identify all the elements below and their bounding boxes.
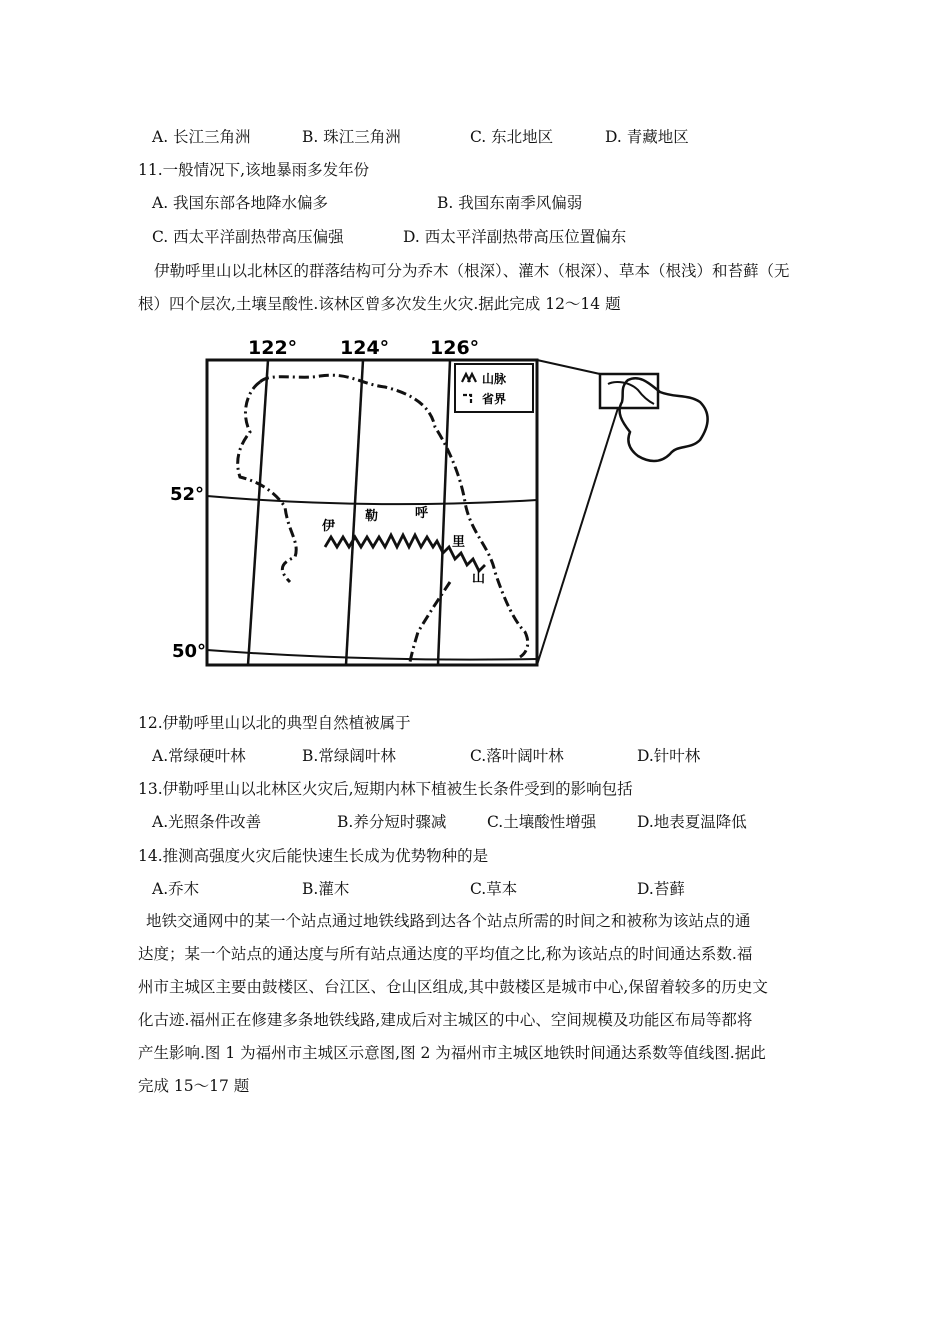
q12-option-d: D.针叶林 bbox=[637, 747, 701, 765]
q11-stem: 11.一般情况下,该地暴雨多发年份 bbox=[138, 161, 370, 179]
mountain-char-1: 伊 bbox=[322, 519, 336, 534]
province-boundary bbox=[238, 375, 528, 662]
mountain-char-2: 勒 bbox=[365, 509, 379, 524]
intro2-line-3: 州市主城区主要由鼓楼区、台江区、仓山区组成,其中鼓楼区是城市中心,保留着较多的历史文 bbox=[138, 978, 768, 996]
intro2-line-5: 产生影响.图 1 为福州市主城区示意图,图 2 为福州市主城区地铁时间通达系数等值线图.据此 bbox=[138, 1044, 766, 1062]
q14-stem: 14.推测高强度火灾后能快速生长成为优势物种的是 bbox=[138, 847, 489, 865]
lon-label-124: 124° bbox=[340, 337, 390, 359]
intro1-line-2: 根）四个层次,土壤呈酸性.该林区曾多次发生火灾.据此完成 12～14 题 bbox=[138, 295, 621, 313]
intro-paragraph-2 bbox=[138, 905, 818, 1103]
q13-option-c: C.土壤酸性增强 bbox=[487, 813, 597, 831]
lat-label-50: 50° bbox=[172, 641, 207, 662]
q14-option-b: B.灌木 bbox=[302, 880, 350, 898]
legend-mountain-label: 山脉 bbox=[482, 372, 507, 386]
q11-option-b: B. 我国东南季风偏弱 bbox=[437, 194, 583, 212]
q12-option-a: A.常绿硬叶林 bbox=[152, 747, 246, 765]
connector-bottom bbox=[537, 408, 618, 665]
intro-paragraph-1 bbox=[138, 255, 818, 321]
q14-option-d: D.苔藓 bbox=[637, 880, 685, 898]
intro1-line-1: 伊勒呼里山以北林区的群落结构可分为乔木（根深）、灌木（根深）、草本（根浅）和苔藓（无 bbox=[154, 262, 790, 280]
q12-option-c: C.落叶阔叶林 bbox=[470, 747, 564, 765]
lon-label-122: 122° bbox=[248, 337, 298, 359]
mountain-char-4: 里 bbox=[452, 535, 466, 550]
q10-option-c: C. 东北地区 bbox=[470, 128, 554, 146]
lon-line-126 bbox=[438, 360, 450, 665]
intro2-line-6: 完成 15～17 题 bbox=[138, 1077, 250, 1095]
mountain-char-3: 呼 bbox=[415, 506, 429, 521]
q13-option-d: D.地表夏温降低 bbox=[637, 813, 747, 831]
lat-line-52 bbox=[207, 496, 537, 504]
q11-option-d: D. 西太平洋副热带高压位置偏东 bbox=[403, 228, 627, 246]
intro2-line-4: 化古迹.福州正在修建多条地铁线路,建成后对主城区的中心、空间规模及功能区布局等都将 bbox=[138, 1011, 753, 1029]
intro2-line-2: 达度；某一个站点的通达度与所有站点通达度的平均值之比,称为该站点的时间通达系数.福 bbox=[138, 945, 753, 963]
q10-option-b: B. 珠江三角洲 bbox=[302, 128, 401, 146]
q13-stem: 13.伊勒呼里山以北林区火灾后,短期内林下植被生长条件受到的影响包括 bbox=[138, 780, 633, 798]
inset-region-outline bbox=[608, 382, 654, 404]
q11-option-c: C. 西太平洋副热带高压偏强 bbox=[152, 228, 344, 246]
ilhuri-mountain-map bbox=[160, 332, 720, 677]
q13-option-a: A.光照条件改善 bbox=[152, 813, 262, 831]
lon-label-126: 126° bbox=[430, 337, 480, 359]
intro2-line-1: 地铁交通网中的某一个站点通过地铁线路到达各个站点所需的时间之和被称为该站点的通 bbox=[146, 912, 751, 930]
q14-option-c: C.草本 bbox=[470, 880, 518, 898]
q13-option-b: B.养分短时骤减 bbox=[337, 813, 447, 831]
lon-line-124 bbox=[346, 360, 363, 665]
q10-option-a: A. 长江三角洲 bbox=[152, 128, 251, 146]
lon-line-122 bbox=[248, 360, 268, 665]
q10-option-d: D. 青藏地区 bbox=[605, 128, 689, 146]
q12-option-b: B.常绿阔叶林 bbox=[302, 747, 396, 765]
q14-option-a: A.乔木 bbox=[152, 880, 200, 898]
q12-stem: 12.伊勒呼里山以北的典型自然植被属于 bbox=[138, 714, 411, 732]
q11-option-a: A. 我国东部各地降水偏多 bbox=[152, 194, 329, 212]
legend-boundary-label: 省界 bbox=[482, 392, 507, 406]
mountain-char-5: 山 bbox=[472, 571, 486, 586]
inset-province-outline bbox=[620, 378, 708, 461]
connector-top bbox=[537, 360, 600, 374]
lat-line-50 bbox=[207, 650, 537, 660]
lat-label-52: 52° bbox=[170, 484, 205, 505]
